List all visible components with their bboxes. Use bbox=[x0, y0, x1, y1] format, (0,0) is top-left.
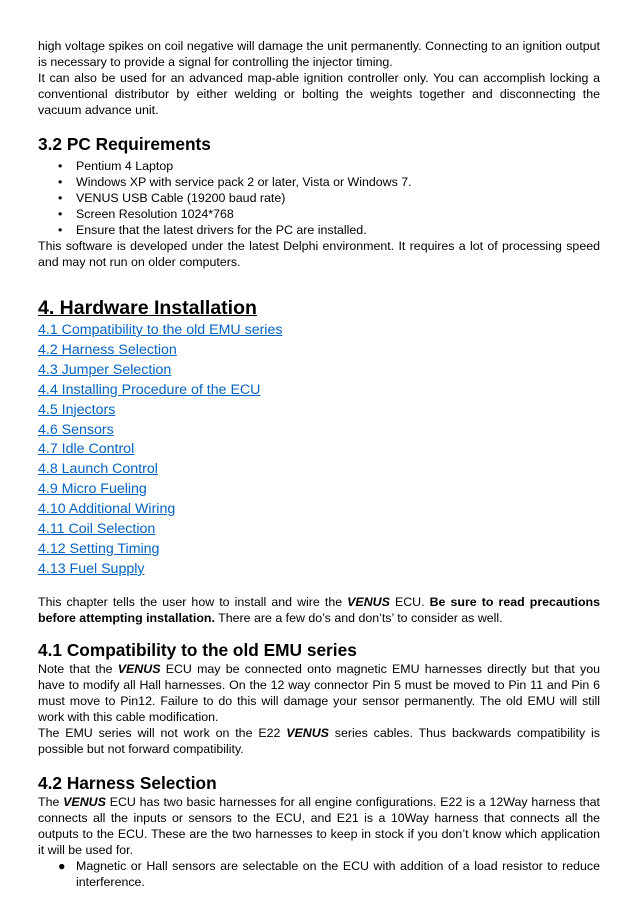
hardware-installation-heading: 4. Hardware Installation bbox=[38, 297, 257, 319]
harness-selection-heading: 4.2 Harness Selection bbox=[38, 772, 217, 793]
brand-name: VENUS bbox=[347, 594, 390, 609]
toc-link[interactable]: 4.10 Additional Wiring bbox=[38, 501, 176, 518]
list-item: • Pentium 4 Laptop bbox=[58, 159, 174, 173]
list-item: • VENUS USB Cable (19200 baud rate) bbox=[58, 191, 286, 205]
bullet-icon: • bbox=[58, 191, 63, 205]
toc-link[interactable]: 4.8 Launch Control bbox=[38, 461, 158, 478]
toc-link[interactable]: 4.2 Harness Selection bbox=[38, 341, 177, 358]
pc-requirements-list bbox=[38, 158, 600, 238]
harness-paragraph: The VENUS ECU has two basic harnesses for all engine configurations. E22 is a 12Way harness that connects all the inputs or sensors to the ECU, and E21 is a 10Way harness that connects all the outputs to the ECU. These are the two harnesses to keep in stock if you don’t know which application it will be used for. bbox=[38, 794, 600, 857]
toc-link[interactable]: 4.6 Sensors bbox=[38, 421, 114, 438]
toc-link[interactable]: 4.13 Fuel Supply bbox=[38, 560, 145, 577]
pc-requirements-note: This software is developed under the latest Delphi environment. It requires a lot of processing speed and may not run on older computers. bbox=[38, 239, 600, 269]
brand-name: VENUS bbox=[286, 725, 329, 740]
list-item: • Windows XP with service pack 2 or later, Vista or Windows 7. bbox=[58, 175, 412, 189]
compatibility-heading: 4.1 Compatibility to the old EMU series bbox=[38, 639, 357, 660]
bullet-icon: • bbox=[58, 223, 63, 237]
compatibility-paragraph-2: The EMU series will not work on the E22 VENUS series cables. Thus backwards compatibility is possible but not forward compatibility. bbox=[38, 725, 600, 756]
bullet-icon: • bbox=[58, 175, 63, 189]
toc-link[interactable]: 4.4 Installing Procedure of the ECU bbox=[38, 381, 261, 398]
compatibility-paragraph-1: Note that the VENUS ECU may be connected onto magnetic EMU harnesses directly but that you have to modify all Hall harnesses. On the 12 way connector Pin 5 must be moved to Pin 11 and Pin 6 must move to Pin12. Failure to do this will damage your sensor permanently. The old EMU will still work with this cable modification. bbox=[38, 661, 600, 724]
table-of-contents bbox=[38, 321, 600, 580]
brand-name: VENUS bbox=[63, 794, 106, 809]
toc-link[interactable]: 4.7 Idle Control bbox=[38, 441, 135, 458]
bullet-icon: ● bbox=[58, 858, 66, 873]
harness-bullet-list bbox=[38, 858, 600, 890]
toc-link[interactable]: 4.11 Coil Selection bbox=[38, 521, 156, 538]
intro-paragraph-1: high voltage spikes on coil negative will damage the unit permanently. Connecting to an ignition output is necessary to provide a signal for controlling the injector timing. bbox=[38, 39, 600, 69]
hardware-intro-paragraph: This chapter tells the user how to install and wire the VENUS ECU. Be sure to read precautions before attempting installation. There are a few do’s and don’ts’ to consider as well. bbox=[38, 594, 600, 625]
bullet-icon: • bbox=[58, 207, 63, 221]
document-page bbox=[38, 38, 600, 890]
list-item: ● Magnetic or Hall sensors are selectable on the ECU with addition of a load resistor to reduce interference. bbox=[58, 858, 600, 889]
toc-link[interactable]: 4.3 Jumper Selection bbox=[38, 361, 172, 378]
bullet-icon: • bbox=[58, 159, 63, 173]
toc-link[interactable]: 4.5 Injectors bbox=[38, 401, 116, 418]
intro-paragraph-2: It can also be used for an advanced map-able ignition controller only. You can accomplish locking a conventional distributor by either welding or bolting the weights together and disconnecting the vacuum advance unit. bbox=[38, 71, 600, 117]
pc-requirements-heading: 3.2 PC Requirements bbox=[38, 134, 211, 154]
toc-link[interactable]: 4.1 Compatibility to the old EMU series bbox=[38, 322, 283, 338]
list-item: • Ensure that the latest drivers for the PC are installed. bbox=[58, 223, 367, 237]
toc-link[interactable]: 4.12 Setting Timing bbox=[38, 540, 160, 557]
list-item: • Screen Resolution 1024*768 bbox=[58, 207, 234, 221]
brand-name: VENUS bbox=[117, 661, 161, 676]
toc-link[interactable]: 4.9 Micro Fueling bbox=[38, 481, 147, 498]
